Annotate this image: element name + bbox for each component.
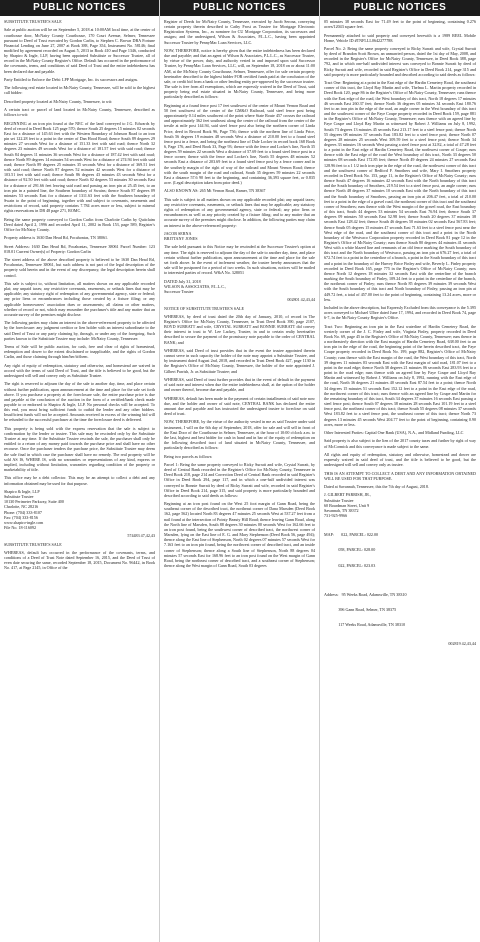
signature-line: File No. 18-116092 [4, 524, 37, 530]
signature-line: Savannah, TN 38372 [324, 507, 359, 513]
notice-paragraph: Party Entitled to Enforce the Debt: LPP Mortgage, Inc. its successors and assigns. [4, 76, 139, 82]
notice-paragraph: The following parties may claim an interest in the above-referenced property to be affected by the foreclosure: any judgment creditor or lien holder with an interest subordinate to the said Deed of Trust or any party claiming by, through, or under any of the foregoing. Such parties known to the Substitute Trustee may include: McNairy County, Tennessee. [4, 320, 155, 341]
notice-paragraph: Sale at public auction will be on September 5, 2018 at 10:00AM local time, at the center of courthouse door, McNairy County Courthouse, 170 Court Avenue, Selmer, Tennessee pursuant to Deed of Trust executed by Gordon Carlin, to Stephen C. Brown DBA Fortune Financial Lending on June 27, 2007 at Book 388, Page 354, Instrument No. 58146; final modified by agreement recorded on August 5, 2013 in Book 410 and Page 1346, conducted by Shapiro & Ingle, LLP, having been appointed Substitute or Successor Trustee, all of record in the McNairy County Register's Office. Default has occurred in the performance of the covenants, terms, and conditions of said Deed of Trust and the entire indebtedness has been declared due and payable. [4, 27, 155, 74]
notice-paragraph: The right is reserved to adjourn the day of the sale to another day, time, and place certain without further publication, upon announcement at the time and place for the sale set forth above. If you purchase a property at the foreclosure sale, the entire purchase price is due and payable at the conclusion of the auction in the form of a certified/bank check made payable to or endorsed to Shapiro & Ingle, LLP. No personal checks will be accepted. To this end, you must bring sufficient funds to outbid the lender and any other bidders. Insufficient funds will not be accepted. Amounts received in excess of the winning bid will be refunded to the successful purchaser at the time the foreclosure deed is delivered. [4, 381, 155, 423]
column-body [320, 16, 480, 646]
notice-paragraph: Permanently attached to said property and conveyed herewith is a 1989 REEL Mobile Home, Vehicle ID #TNFLLL0642277788. [324, 32, 476, 43]
notice-paragraph: NOW, THEREFORE, by the virtue of the authority vested in me as said Trustee under said instrument, I will on the 6th day of September, 2018, offer for sale and will sell in front of the East Door of the Courthouse in Selmer, Tennessee, at the hour of 10:00 o'clock a.m. to the last, highest and best bidder for cash in hand and in bar of the equity of redemption on the following described tract of land situated in McNairy County, Tennessee, and particularly described as follows: [164, 419, 315, 451]
notice-paragraph: Other Interested Parties: Capital One Bank (USA), N.A., and Midland Funding, LLC [324, 430, 464, 435]
notice-paragraph: This property is being sold with the express reservation that the sale is subject to confirmation by the lender or trustee. This sale may be rescinded only by the Substitute Trustee at any time. If the Substitute Trustee rescinds the sale, the purchaser shall only be entitled to a return of any money paid towards the purchase price and shall have no other recourse. Once the purchaser tenders the purchase price, the Substitute Trustee may deem the sale final in which case the purchaser shall have no remedy. The real property will be sold AS IS, WHERE IS, with no warranties or representations of any kind, express or implied, including without limitation, warranties regarding condition of the property or marketability of title. [4, 425, 155, 473]
signature-line: Substitute Trustee [324, 497, 354, 503]
notice-paragraph: Street Address: 1630 Dan Head Rd, Pocahontas, Tennessee 38061 Parcel Number: 123 018.01 Current Owner(s) of Property: Gordon Carlin [4, 243, 155, 254]
notice-paragraph: WHEREAS, said Deed of trust provides that in the event the trustee appointed therein cannot serve in such capacity the holder of the note may appoint a Substitute Trustee, and by instrument dated August 2nd, 2018, and recorded in Trust Deed Book 427, page 1130 in the Register's Office of McNairy County, Tennessee, the holder of the note appointed J. Gilbert Parrish, Jr. as Substitute Trustee; and [164, 347, 315, 374]
map-line: 022, PARCEL: 023.03 [324, 562, 376, 568]
ad-reference: 002819 42,43,44 [448, 641, 476, 647]
notice-paragraph: Parcel No. 2: Being the same property conveyed to Ricky Surratt and wife, Crystal Surratt by deed of Brandon Scott Brown, an unmarried person, dated the 1st day of May, 2008, and recorded in the Register's Office for McNairy County, Tennessee, in Deed Book 388, page 792, and in which one-half undivided interest was conveyed to Bonnie Surratt by deed of Ricky Surratt and wife, recorded in said Register's Office in Deed Book 214, page 315 and said property is more particularly bounded and described according to said deeds as follows: [324, 46, 476, 77]
notice-paragraph: Beginning at an iron post found on the West 25 foot margin of Gann Road, being the southeast corner of the described tract, the northeast corner of Dana Marsden (Deed Book 162, page 562) located North 83 degrees 47 minutes 25 seconds West at 537.27 feet from a nail found at the intersection of Pointy Beauty Hill Road; thence leaving Gann Road, along the North line of Marsden, South 88 degrees 30 minutes 00 seconds West for 162.66 feet to an iron post found, being the southwest corner of described tract, the northwest corner of Marsden, lying on the East line of E. G. and Mary Stephenson (Deed Book 56, page 494); thence along the East line of Stephenson, North 02 degrees 07 minutes 57 seconds West for 7.163 feet to an iron pin found, being the northwest corner of described tract, and an inside corner of Stephenson; thence along a South line of Stephenson, North 88 degrees 04 minutes 57 seconds East for 168.96 feet to an iron post found on the West margin of Gann Road, being the northeast corner of described tract, and a southeast corner of Stephenson; thence along the West margin of Gann Road, South 03 degrees [164, 501, 315, 569]
notice-paragraph: Being two parcels as follows: [164, 453, 213, 459]
notice-column-3 [320, 0, 480, 942]
notice-paragraph: Dated at Savannah, Tennessee, this the 7th day of August, 2018. [324, 484, 429, 489]
signature-line: Successor Trustee [164, 288, 194, 294]
notice-paragraph: ALSO KNOWN AS: 265 Mt Vernon Road, Ramer, TN 38367 [164, 188, 266, 194]
signature-block [324, 492, 476, 518]
party-name: BRITTANY JONES [164, 236, 198, 242]
notice-paragraph: Beginning at a found fence post 17 feet southwest of the center of Mount Vernon Road and 50 feet southwest of the center of the GM&O Railroad, said steel fence post being approximately 0.14 miles southwest of the point where State Route 457 crosses the railroad and approximately 362 feet southeast along the center of the railroad from the center of the trestle at mile post 144.94, said steel fence post also being the northern corner of Linda Price, deed in Record Book 96, Page 756; thence with the northern line of Linda Price, South 56 degrees 19 minutes 48 seconds West a distance of 210.00 feet to a found steel fence post in a fence, and being the northeast line of Dale Locker in record book 168 Book 6, Page 176, and Deed Book 33, Page 93; thence with the fence and Locker's line, North 35 degrees 59 minutes 22 seconds West a distance of 57.69 feet to a found steel fence post in a fence corner; thence with the fence and Locker's line, North 55 degrees 48 minutes 52 seconds East a distance of 203.69 feet to a found steel fence post by a fence corner and in the southerly margin of the right of way of the railroad and Mount Vernon Road; thence with the south margin of the road and railroad, South 35 degrees 59 minutes 22 seconds East a distance 57.6 90 feet to the beginning, and containing 36,393 square feet, or 0.835 acre. (Legal description taken from prior deed.) [164, 102, 315, 186]
notice-paragraph: WHEREAS, by deed of trust dated the 20th day of January, 2010, of record in The Register's Office for McNairy County, Tennessee, in Trust Deed Book 390, page 2107, BOYD SURRATT and wife, CRYSTAL SURRATT and BONNIE SURRATT did convey their interest in trust to W. Lee Lackey, Trustee, in and to certain realty hereinafter described to secure the payment of the promissory note payable to the order of CENTRAL BANK; and [164, 313, 315, 345]
ad-reference: 574483 47,42,43 [127, 533, 155, 539]
signature-line: Fax: (704) 333-8156 [4, 514, 38, 520]
notice-heading: NOTICE OF SUBSTITUTE TRUSTEE'S SALE [164, 305, 245, 311]
notice-paragraph: Described property located at McNairy County, Tennessee, to wit: [4, 98, 113, 104]
notice-paragraph: This sale is subject to, without limitation, all matters shown on any applicable recorded plat; any unpaid taxes; any restrictive covenants, easements, or setback lines that may be applicable; any statutory right of redemption of any governmental agency, state or federal; any prior liens or encumbrances including those created by a fixture filing; or any applicable homeowners' association dues or assessments; all claims or other matters, whether of record or not, which may encumber the purchaser's title and any matter that an accurate survey of the premises might disclose. [4, 280, 155, 317]
notice-paragraph: The street address of the above described property is believed to be 1630 Dan Head Rd, Pocahontas, Tennessee 38061, but such address is not part of the legal description of the property sold herein and in the event of any discrepancy, the legal description herein shall control. [4, 257, 155, 278]
interested-parties [164, 231, 315, 241]
notice-paragraph: NOW, THEREFORE, notice is hereby given that the entire indebtedness has been declared due and payable; and that an agent of Wilson & Associates, P.L.L.C., as Successor Trustee, by virtue of the power, duty, and authority vested in and imposed upon said Successor Trustee, by PennyMac Loan Services, LLC, will, on September 18, 2018 on or about 11:00 AM, at the McNairy County Courthouse, Selmer, Tennessee, offer for sale certain property hereinafter described to the highest bidder FOR certified funds paid at the conclusion of the sale, or credit bid from a bank or other lending entity pre-approved by the successor trustee. The sale is free from all exemptions, which are expressly waived in the Deed of Trust, said property being real estate situated in McNairy County, Tennessee, and being more particularly described as follows: [164, 47, 315, 100]
notice-paragraph: Parcel 1: Being the same property conveyed to Ricky Surratt and wife, Crystal Surratt, by deed of Central Bank recorded in the Register's Office for McNairy County, Tennessee in Deed Book 218, page 214 and Correction Deed of Central Bank recorded in said Register's Office in Deed Book 294, page 117, and in which a one-half undivided interest was conveyed to Bonnie Surratt by deed of Ricky Surratt and wife, recorded in said Register's Office in Deed Book 214, page 315, and said property is more particularly bounded and described according to said deeds as follows: [164, 461, 315, 498]
column-header: PUBLIC NOTICES [320, 0, 480, 16]
notice-paragraph: This office may be a debt collector. This may be an attempt to collect a debt and any information obtained may be used for that purpose. [4, 475, 155, 486]
notice-paragraph: WHEREAS, default has occurred in the performance of the covenants, terms, and conditions of a Deed of Trust Note dated September 16, 2015, and the Deed of Trust of even date securing the same, recorded September 18, 2015, Document No. 96442, in Book No. 417, at Page 2145, in Office of the [4, 550, 155, 571]
ad-reference: 002801 42,43,44 [287, 297, 315, 303]
notice-paragraph: Terms of Sale will be public auction, for cash, free and clear of rights of homestead, redemption and dower to the extent disclaimed or inapplicable, and the rights of Gordon Carlin, and those claiming through him/her/it/them. [4, 344, 155, 360]
notice-paragraph: The sale held pursuant to this Notice may be rescinded at the Successor Trustee's option at any time. The right is reserved to adjourn the day of the sale to another day, time, and place certain without further publication, upon announcement at the time and place for the sale set forth above. In the event of inclement weather, the trustee hereby announces that the sale will be postponed for a period of two weeks. In such situations, notices will be mailed to interested parties of record. W&A No. 328051 [164, 244, 315, 276]
address-line: Address: 95 Weeks Road, Adamsville, TN 38310 [324, 591, 407, 597]
signature-line: Phone: (704) 333-8107 [4, 509, 42, 515]
notice-column-2 [160, 0, 320, 942]
signature-block [164, 279, 315, 294]
column-header: PUBLIC NOTICES [160, 0, 319, 16]
signature-line: www.shapiro-ingle.com [4, 519, 44, 525]
notice-paragraph: WHEREAS, default has been made in the payment of certain installments of said note now due, and the holder and owner of said note, CENTRAL BANK has declared the entire amount due and payable and has instructed the undersigned trustee to foreclose on said deed of trust. [164, 395, 315, 417]
signature-line: 731-925-9966 [324, 512, 348, 518]
notice-paragraph: WHEREAS, said Deed of trust further provides that in the event of default in the payment of said note and interest when due the entire indebtedness shall, at the option of the holder and owner thereof, become due and payable, and [164, 376, 315, 393]
notice-paragraph: Being the same property conveyed to Gordon Carlin from Charlotte Carlin by Quitclaim Deed dated April 2, 1996 and recorded April 11, 2002 in Book 153, page 589, Register's Office for McNairy County. [4, 216, 155, 232]
notice-heading: SUBSTITUTE TRUSTEE'S SALE [4, 19, 62, 24]
column-header: PUBLIC NOTICES [0, 0, 159, 16]
signature-line: Charlotte, NC 28216 [4, 504, 39, 510]
party-name: JACOB SERNA [164, 230, 192, 236]
notice-paragraph: Register of Deeds for McNairy County, Tennessee, executed by Jacob Serona, conveying certain property therein described to Cathy Frost as Trustee for Mortgage Electronic Registration Systems, Inc., as nominee for CU Mortgage Corporation, its successors and assigns; and the undersigned, Wilson & Associates, P.L.L.C., having been appointed Successor Trustee by PennyMac Loan Services, LLC. [164, 19, 315, 45]
map-parcels [324, 521, 476, 578]
column-body [160, 16, 319, 568]
notice-paragraph: The following real estate located in McNairy County, Tennessee, will be sold to the highest call bidder: [4, 85, 155, 96]
signature-line: Substitute Trustee [4, 494, 34, 500]
signature-line: 60 Boardman Street, Unit 9 [324, 502, 370, 508]
notice-paragraph: BEGINNING at an iron pin found at the NEC of the land conveyed to J.G. Edwards by deed of record in Deed Book 125 page 570; thence South 25 degrees 15 minutes 02 seconds East for a distance of 145.63 feet with the Western Boundary of Johnson Road to an iron pin set 122.28 feet to a point in the center of Dan Hood Road; thence South 89 degrees 29 minutes 27 seconds West for a distance of 151.33 feet with said road; thence North 32 degrees 23 minutes 49 seconds West for a distance of 181.57 feet with said road; thence South 84 degrees 11 minutes 36 seconds West for a distance of 187.42 feet with said road; thence North 89 degrees 14 minutes 54 seconds West for a distance of 274.94 feet with said road; thence North 89 degrees 25 minutes 35 seconds West for a distance of 369.51 feet with said road; thence North 87 degrees 52 minutes 42 seconds West for a distance of 103.51 feet with said road; thence South 86 degrees 43 minutes 43 seconds West for a distance of 92.50 feet with said road; thence North 02 degrees 53 minutes 30 seconds East for a distance of 291.66 feet leaving said road and passing an iron pin at 25.45 feet, to an iron pin in a painted line, the Southern boundary of Swains; thence South 87 degrees 09 minutes 53 seconds East for a distance of 1311.63 feet with the Southern boundary of Swain to the point of beginning, together with and subject to covenants, easements and restrictions of record, said property contains 7.784 acres more or less, subject to mineral rights reservations in DB 48 page 271, ROMC. [4, 120, 155, 214]
address-line: 396 Gann Road, Selmer, TN 38375 [324, 607, 397, 612]
property-addresses [324, 581, 476, 638]
notice-paragraph: THIS IS AN ATTEMPT TO COLLECT A DEBT AND ANY INFORMATION OBTAINED WILL BE USED FOR THAT PURPOSE. [324, 470, 476, 481]
notice-paragraph: Property address is 1630 Dan Head Rd, Pocahontas, TN 38061. [4, 235, 109, 241]
signature-block [4, 489, 155, 530]
notice-heading: SUBSTITUTE TRUSTEE'S SALE [4, 541, 62, 547]
signature-line: J. GILBERT PARRISH, JR., [324, 492, 371, 498]
column-body [0, 16, 159, 571]
signature-line: Shapiro & Ingle, LLP [4, 488, 40, 494]
signature-line: 10130 Perimeter Parkway, Suite 400 [4, 499, 64, 505]
notice-paragraph: Tract Two: Beginning an iron pin in the East waterline of Hardin Cemetery Road, the westerly corner of the J. C. Finley and wife, Virginia Finley, property recorded in Deed Book No. 69, page 45 in the Register's Office of McNairy County, Tennessee; runs thence in a northeasterly direction with the East margin of Hardin Cemetery Road, 638.00 feet to an iron pin in the edge of the road, the beginning point of the herein described tract, the Faye Coupe property recorded in Deed Book No. 199, page 882, Register's Office of McNairy County; runs thence with the East margin of the road, the West boundary of this tract, North 39 degrees 11 minutes 03 seconds East with the East margin of said road, 181.07 feet to a point in the road edge; thence North 38 degrees 21 minutes 06 seconds East 283.93 feet to a point in the road edge; runs thence with an agreed line by Faye Coupe and Lloyd Ray Martin and witnessed by Robert J. Williams on July 8, 1992, running with the East edge of the road, North 36 degrees 21 minutes 40 seconds East 87.54 feet to a point; thence North 34 degrees 15 minutes 51 seconds East 152.12 feet to a point in the East edge of the road, the northwest corner of this tract; runs thence with an agreed line by Coupe and Martin for the remaining boundary of this tract, South 34 degrees 37 minutes 16 seconds East passing a steel fence post; thence South 07 degrees 38 minutes 28 seconds East 101.19 feet to a steel fence post, the northeast corner of this tract; thence South 55 degrees 08 minutes 37 seconds West 183.82 feet to a steel fence post, the southeast corner of this tract; thence North 73 degrees 13 minutes 45 seconds West 204.77 feet to the point of beginning, containing 0.90 acres, more or less. [324, 323, 476, 427]
notice-paragraph: Tract One: Beginning at a point in the East edge of the Hardin Cemetery Road, the southeast corner of this tract, the Lloyd Ray Martin and wife, Thelma L. Martin property recorded in Deed Book 120, page 86 in the Register's Office of McNairy County, Tennessee; runs thence with the East edge of the road, the West boundary of this tract, North 18 degrees 17 minutes 46 seconds East 260.37 feet; thence North 36 degrees 05 minutes 34 seconds East 180.76 feet to an iron pin in the edge of the road, an angle corner in the West boundary of this tract and the southwest corner of the Faye Coupe property recorded in Deed Book 159, page 881 in the Register's Office of McNairy County, Tennessee; runs thence with an agreed line by Faye Coupe and Lloyd Ray Martin as witnessed by Robert J. Williams on July 8, 1992, South 73 degrees 13 minutes 45 seconds East 213.17 feet to a steel fence post; thence North 55 degrees 08 minutes 37 seconds East 183.82 feet to a steel fence post; thence North 07 degrees 28 minutes 25 seconds West 309.59 feet to a steel fence post; thence North 34 degrees 33 minutes 16 seconds West passing a steel fence post at 32.82, a total of 47.28 feet to a point in the East edge of Hardin Cemetery Road, the northwest corner of Coupe; runs thence with the East edge of the road the West boundary of this tract, North 33 degrees 50 minutes 08 seconds East 172.85 feet; thence North 49 degrees 24 minutes 27 seconds East 128.96 feet to a 1 1/2 inch iron pipe in the edge of the road, the northwest corner of this tract and the southwest corner of Bedford F. Smothers and wife, Mary I. Smothers property recorded in Deed Book No. 153, page 11, in the Register's Office of McNairy County; runs thence South 47 degrees 16 minutes 42 seconds East with the North boundary of this tract and the South boundary of Smothers, 219.54 feet to a steel fence post, an angle corner; runs thence North 48 degrees 37 minutes 10 seconds East with the North boundary of this tract and the South boundary of Smothers, passing an iron pin at 206.47 feet, a total of 210.00 feet to a point in the edge of a gravel road, the northeast corner of this tract and the southeast corner of Smothers; runs thence with the West margin of the gravel road, the East boundary of this tract, South 44 degrees 53 minutes 54 seconds East 76.94 feet; thence South 37 degrees 09 minutes 50 seconds East 52.98 feet; thence South 20 degrees 37 minutes 38 seconds East 128.42 feet; thence South 46 degrees 50 minutes 02 seconds East 567.83 feet; thence South 05 degrees 15 minutes 47 seconds East 71.63 feet to a steel fence post near the West edge of the road, and the southeast corner of this tract and a point in the North boundary of the Westvaco Corporation property recorded in Deed Book 81 page 12 in the Register's Office of McNairy County; runs thence South 80 degrees 44 minutes 41 seconds West with a white blazed line and remnants of an old fence marking the South boundary of this tract and the North boundary of Westvaco, passing an iron pin at 676.27 feet, a total of 672.74 feet to a point in the centerline of a branch, a point in the South boundary of this tract and a point in the boundary of the Harvey Brice Finley and wife, Beverly L. Finley property recorded in Deed Book 165, page 775 in the Register's Office of McNairy County; runs thence North 12 degrees 18 minutes 32 seconds East with the centerline of the branch marking the South boundary of Finley, 109.24 feet to a point in the centerline of the branch, the northeast corner of Finley; runs thence North 85 degrees 39 minutes 39 seconds West with the South boundary of this tract and North boundary of Finley, passing an iron pin at 449.72 feet, a total of 457.00 feet to the point of beginning, containing 13.24 acres, more or less. [324, 80, 476, 302]
map-line: MAP: 022, PARCEL: 022.00 [324, 531, 379, 537]
notice-paragraph: 05 minutes 38 seconds East for 71.49 feet to the point of beginning, containing 0.276 acres/12043 square feet. [324, 19, 476, 30]
signature-line: DATED July 31, 2018 [164, 278, 201, 284]
notice-column-1 [0, 0, 160, 942]
address-line: 117 Weeks Road, Adamsville, TN 38310 [324, 622, 406, 628]
notice-paragraph: Included in the above description, but Expressly Excluded from this conveyance is the 5.395 acres conveyed to Michael Ulbre dated June 17, 1994, and recorded in Deed Book 74, page 6-7, in the McNairy County Register's Office. [324, 305, 476, 321]
signature-line: WILSON & ASSOCIATES, P.L.L.C., [164, 283, 226, 289]
notice-paragraph: A certain tract or parcel of land located in McNairy County, Tennessee, described as follows to-wit: [4, 107, 155, 118]
notice-paragraph: Any right of equity of redemption, statutory and otherwise, and homestead are waived in accord with the terms of said Deed of Trust, and the title is believed to be good, but the undersigned will sell and convey only as Substitute Trustee. [4, 362, 155, 378]
notice-paragraph: All rights and equity of redemption, statutory and otherwise, homestead and dower are expressly waived in said deed of trust, and the title is believed to be good, but the undersigned will sell and convey only as trustee. [324, 451, 476, 468]
map-line: 058, PARCEL: 028.00 [324, 547, 376, 553]
notice-paragraph: Said property is also subject to the lien of the 2017 county taxes and further by right of way of McCormick and this conveyance is made subject to the same. [324, 438, 476, 449]
notice-paragraph: This sale is subject to all matters shown on any applicable recorded plat; any unpaid taxes; any restrictive covenants, easements, or setback lines that may be applicable; any statutory rights of redemption of any governmental agency, state or federal; any prior liens or encumbrances as well as any priority created by a fixture filing; and to any matter that an accurate survey of the premises might disclose. In addition, the following parties may claim an interest in the above-referenced property: [164, 196, 315, 228]
